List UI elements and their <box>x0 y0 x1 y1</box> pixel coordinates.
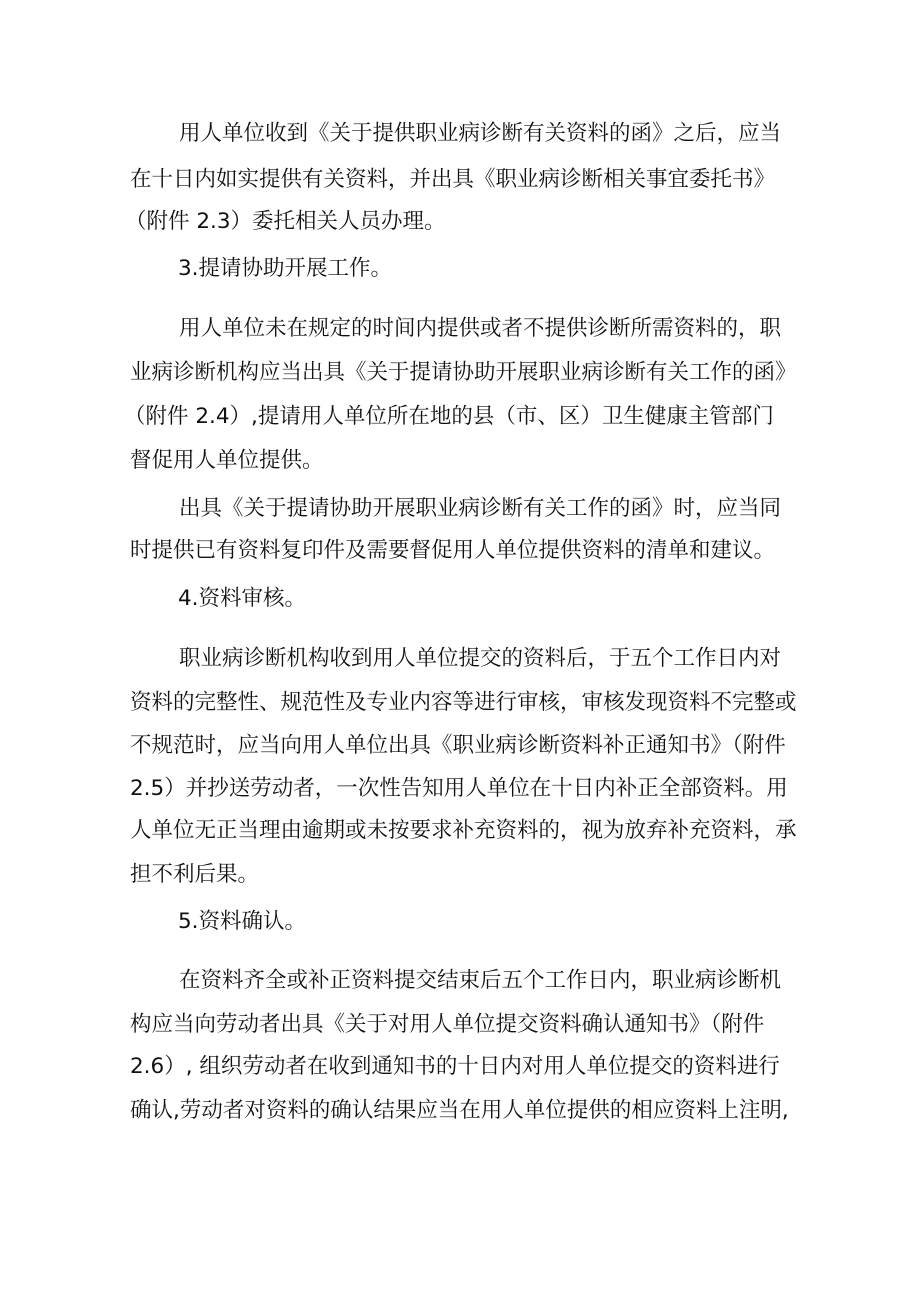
section-heading-3: 3.提请协助开展工作。 <box>178 256 393 281</box>
paragraph-line: 用人单位收到《关于提供职业病诊断有关资料的函》之后，应当 <box>179 121 782 146</box>
paragraph-line: 用人单位未在规定的时间内提供或者不提供诊断所需资料的，职 <box>179 316 782 341</box>
paragraph-line: 2.6）, 组织劳动者在收到通知书的十日内对用人单位提交的资料进行 <box>130 1054 780 1079</box>
section-heading-4: 4.资料审核。 <box>178 586 307 611</box>
paragraph-line: 2.5）并抄送劳动者，一次性告知用人单位在十日内补正全部资料。用 <box>130 776 788 801</box>
paragraph-line: 不规范时，应当向用人单位出具《职业病诊断资料补正通知书》（附件 <box>130 733 786 758</box>
paragraph-line: 人单位无正当理由逾期或未按要求补充资料的，视为放弃补充资料，承 <box>130 818 797 843</box>
paragraph-line: （附件 2.3）委托相关人员办理。 <box>125 209 446 234</box>
paragraph-line: 职业病诊断机构收到用人单位提交的资料后，于五个工作日内对 <box>179 646 782 671</box>
paragraph-line: 确认,劳动者对资料的确认结果应当在用人单位提供的相应资料上注明, <box>130 1098 789 1123</box>
paragraph-line: 督促用人单位提供。 <box>130 448 324 473</box>
paragraph-line: 资料的完整性、规范性及专业内容等进行审核，审核发现资料不完整或 <box>130 690 797 715</box>
paragraph-line: 时提供已有资料复印件及需要督促用人单位提供资料的清单和建议。 <box>130 538 776 563</box>
paragraph-line: （附件 2.4）,提请用人单位所在地的县（市、区）卫生健康主管部门 <box>124 404 774 429</box>
paragraph-line: 在十日内如实提供有关资料，并出具《职业病诊断相关事宜委托书》 <box>130 167 776 192</box>
paragraph-line: 担不利后果。 <box>130 862 260 887</box>
paragraph-line: 业病诊断机构应当出具《关于提请协助开展职业病诊断有关工作的函》 <box>130 360 797 385</box>
paragraph-line: 构应当向劳动者出具《关于对用人单位提交资料确认通知书》（附件 <box>130 1012 765 1037</box>
paragraph-line: 在资料齐全或补正资料提交结束后五个工作日内，职业病诊断机 <box>179 968 782 993</box>
paragraph-line: 出具《关于提请协助开展职业病诊断有关工作的函》时，应当同 <box>179 496 782 521</box>
section-heading-5: 5.资料确认。 <box>178 909 307 934</box>
